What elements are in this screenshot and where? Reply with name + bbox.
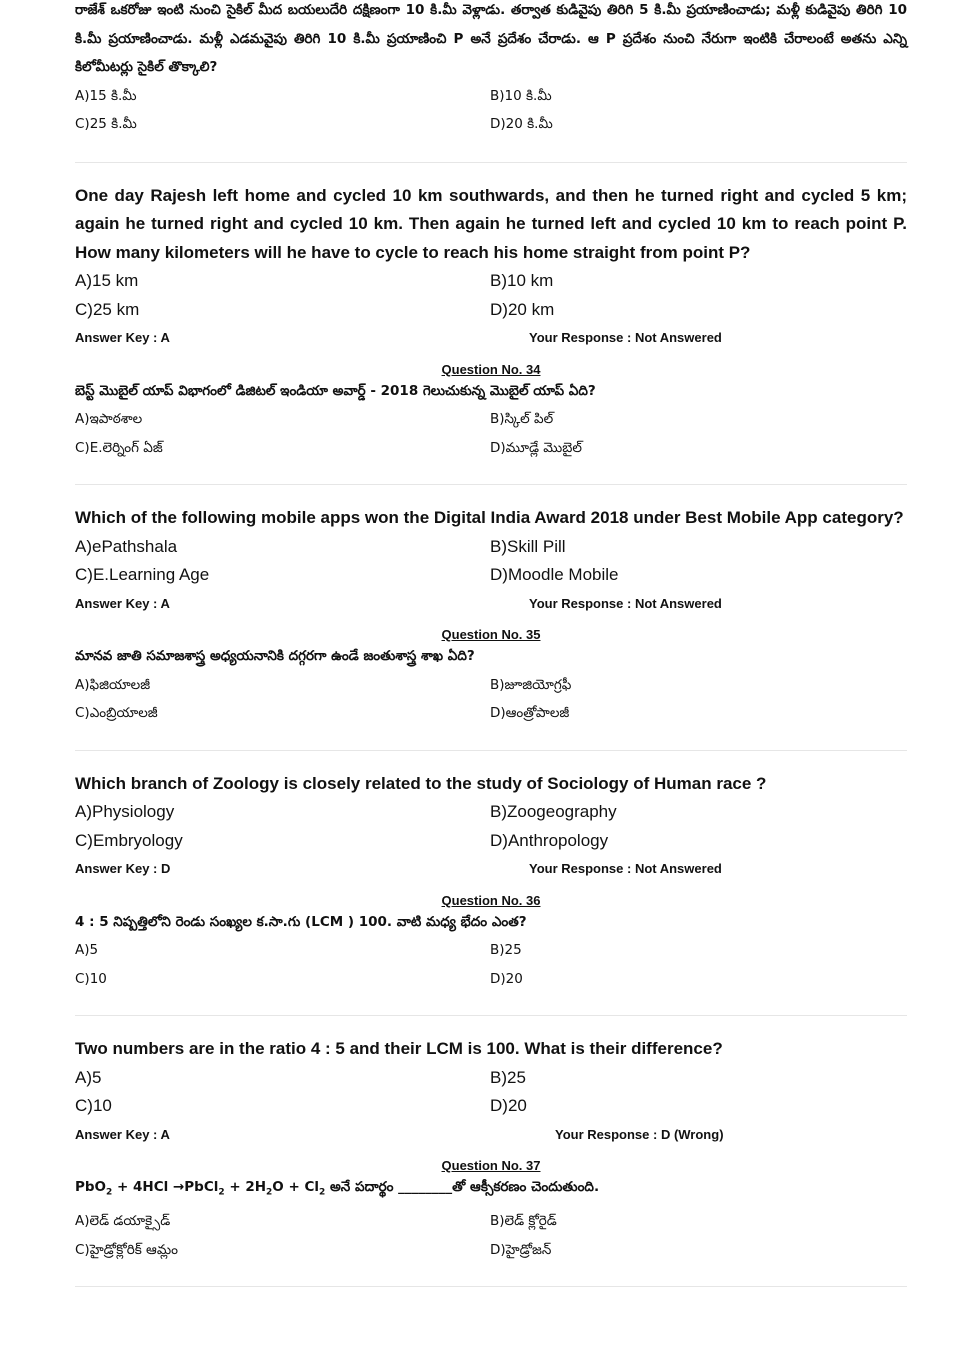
divider [75,1015,907,1016]
english-option-d: D)Anthropology [490,830,609,850]
telugu-option-a: A)15 కి.మీ [75,87,137,104]
question-paper [75,0,907,1287]
question-block-36 [75,893,907,1150]
formula-part: అనే పదార్థం [325,1179,399,1195]
telugu-options [75,82,907,139]
question-block-37 [75,1158,907,1287]
english-option-a: A)Physiology [75,802,175,821]
answer-row [75,1121,907,1150]
english-option-b: B)Zoogeography [490,802,617,821]
telugu-option-d: D)20 కి.మీ [490,116,553,132]
telugu-options [75,936,907,993]
telugu-option-d: D)ఆంత్రోపాలజీ [490,705,570,721]
telugu-option-b: B)10 కి.మీ [490,87,552,104]
answer-key: Answer Key : D [75,861,171,876]
telugu-option-c: C)E.లెర్నింగ్ ఏజ్ [75,439,163,456]
telugu-options [75,1207,907,1264]
subscript: 2 [266,1187,273,1198]
answer-key: Answer Key : A [75,330,170,345]
telugu-option-b: B)లెడ్ క్లోరైడ్ [490,1213,557,1230]
divider [75,162,907,163]
telugu-options [75,671,907,728]
question-block-33 [75,0,907,353]
telugu-option-c: C)ఎంబ్రియాలజీ [75,705,158,721]
english-question-text: One day Rajesh left home and cycled 10 km southwards, and then he turned right and cycled 5 km; again he turned right and cycled 10 km. Then again he turned left and cycled 10 km to reach point P. How many kilometers will he have to cycle to reach his home straight from point P? [75,185,907,262]
english-option-c: C)E.Learning Age [75,565,210,584]
english-option-a: A)5 [75,1067,102,1087]
telugu-option-b: B)25 [490,942,522,958]
fill-in-blank: ________ [398,1179,453,1195]
english-option-d: D)20 km [490,299,555,319]
question-block-35 [75,627,907,884]
question-number: Question No. 36 [441,892,541,908]
english-option-b: B)25 [490,1067,526,1087]
english-option-a: A)ePathshala [75,536,178,556]
telugu-option-a: A)5 [75,942,99,958]
question-number: Question No. 34 [441,361,541,377]
answer-key: Answer Key : A [75,595,170,611]
subscript: 2 [218,1187,225,1198]
your-response: Your Response : Not Answered [529,330,722,345]
formula-part: PbO [75,1179,107,1195]
telugu-option-c: C)హైడ్రోక్లోరిక్ ఆమ్లం [75,1241,178,1258]
your-response: Your Response : D (Wrong) [555,1126,724,1142]
english-option-d: D)20 [490,1096,527,1115]
english-option-c: C)10 [75,1096,112,1115]
divider [75,484,907,485]
telugu-option-d: D)మూడ్లే మొబైల్ [490,439,582,456]
formula-part: + 4HCl →PbCl [112,1179,219,1195]
english-options [75,1064,907,1121]
question-number: Question No. 37 [441,1158,541,1173]
subscript: 2 [319,1187,326,1198]
english-option-b: B)Skill Pill [490,536,566,556]
telugu-option-d: D)హైడ్రోజన్ [490,1241,552,1258]
telugu-option-a: A)ఇపాఠశాల [75,411,143,427]
formula-part: O + Cl [272,1179,320,1195]
english-option-c: C)Embryology [75,830,183,850]
english-options [75,798,907,855]
english-option-b: B)10 km [490,271,554,290]
english-question-text: Two numbers are in the ratio 4 : 5 and their LCM is 100. What is their difference? [75,1039,723,1058]
english-options [75,533,907,590]
telugu-question-text: 4 : 5 నిష్పత్తిలోని రెండు సంఖ్యల క.సా.గు (LCM ) 100. వాటి మధ్య భేదం ఎంత? [75,913,527,930]
answer-row [75,324,907,353]
english-question-text: Which of the following mobile apps won the Digital India Award 2018 under Best Mobile App category? [75,508,904,527]
telugu-question-text [75,1173,907,1207]
telugu-option-b: B)జూజియోగ్రఫీ [490,676,572,693]
telugu-option-b: B)స్కిల్ పిల్ [490,411,554,427]
divider [75,1286,907,1287]
english-option-a: A)15 km [75,271,139,290]
telugu-question-text: రాజేశ్ ఒకరోజు ఇంటి నుంచి సైకిల్ మీద బయలుదేరి దక్షిణంగా 10 కి.మీ వెళ్లాడు. తర్వాత కుడివైపు తిరిగి 5 కి.మీ ప్రయాణించాడు; మళ్లీ కుడివైపు తిరిగి 10 కి.మీ ప్రయాణించాడు. మళ్లీ ఎడమవైపు తిరిగి 10 కి.మీ ప్రయాణించి P అనే ప్రదేశం చేరాడు. ఆ P ప్రదేశం నుంచి నేరుగా ఇంటికి చేరాలంటే అతను ఎన్ని కిలోమీటర్లు సైకిల్ తొక్కాలి? [75,2,907,75]
your-response: Your Response : Not Answered [529,595,722,611]
telugu-options [75,405,907,462]
telugu-question-text: బెస్ట్ మొబైల్ యాప్ విభాగంలో డిజిటల్ ఇండియా అవార్డ్ - 2018 గెలుచుకున్న మొబైల్ యాప్ ఏది? [75,382,596,399]
english-option-d: D)Moodle Mobile [490,565,619,584]
telugu-option-a: A)ఫిజియాలజీ [75,676,151,693]
answer-row [75,590,907,619]
formula-part: + 2H [224,1179,267,1195]
formula-part: తో ఆక్సీకరణం చెందుతుంది. [452,1179,600,1195]
subscript: 2 [106,1187,113,1198]
telugu-question-text: మానవ జాతి సమాజశాస్త్ర అధ్యయనానికి దగ్గరగా ఉండే జంతుశాస్త్ర శాఖ ఏది? [75,648,475,664]
question-block-34 [75,362,907,619]
divider [75,750,907,751]
english-question-text: Which branch of Zoology is closely related to the study of Sociology of Human race ? [75,773,767,793]
answer-row [75,855,907,884]
telugu-option-c: C)25 కి.మీ [75,116,137,132]
telugu-option-a: A)లెడ్ డయాక్సైడ్ [75,1213,171,1230]
english-option-c: C)25 km [75,299,140,319]
question-number: Question No. 35 [441,627,541,642]
your-response: Your Response : Not Answered [529,861,722,876]
telugu-option-d: D)20 [490,970,523,987]
english-options [75,267,907,324]
answer-key: Answer Key : A [75,1126,170,1142]
telugu-option-c: C)10 [75,970,107,987]
